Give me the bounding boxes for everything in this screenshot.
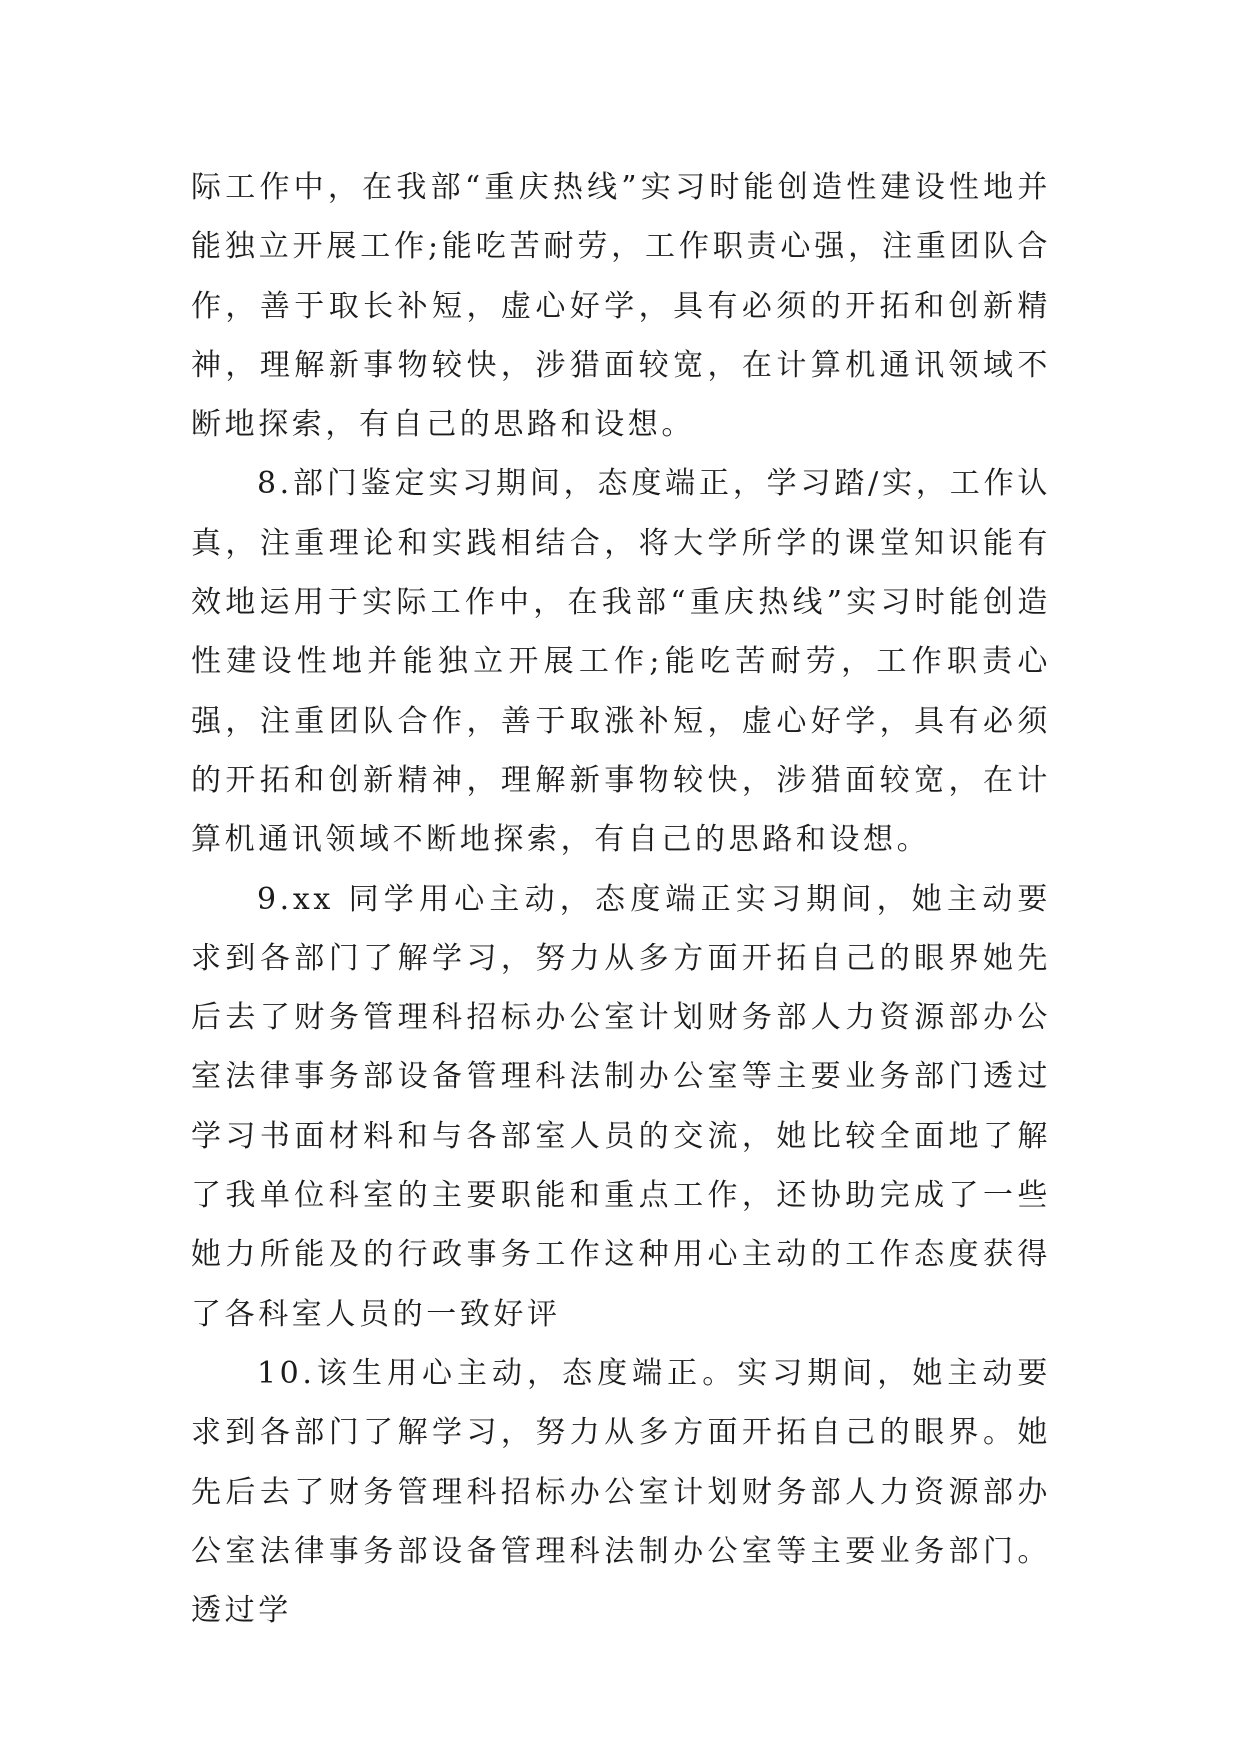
document-body: [191, 158, 1051, 1640]
paragraph-continuation: 际工作中，在我部“重庆热线”实习时能创造性建设性地并能独立开展工作;能吃苦耐劳，工作职责心强，注重团队合作，善于取长补短，虚心好学，具有必须的开拓和创新精神，理解新事物较快，涉猎面较宽，在计算机通讯领域不断地探索，有自己的思路和设想。: [191, 170, 1051, 443]
paragraph-item-9: 9.xx 同学用心主动，态度端正实习期间，她主动要求到各部门了解学习，努力从多方面开拓自己的眼界她先后去了财务管理科招标办公室计划财务部人力资源部办公室法律事务部设备管理科法制办公室等主要业务部门透过学习书面材料和与各部室人员的交流，她比较全面地了解了我单位科室的主要职能和重点工作，还协助完成了一些她力所能及的行政事务工作这种用心主动的工作态度获得了各科室人员的一致好评: [191, 881, 1051, 1332]
paragraph-item-10: 10.该生用心主动，态度端正。实习期间，她主动要求到各部门了解学习，努力从多方面开拓自己的眼界。她先后去了财务管理科招标办公室计划财务部人力资源部办公室法律事务部设备管理科法制办公室等主要业务部门。透过学: [191, 1355, 1051, 1629]
paragraph-item-8: 8.部门鉴定实习期间，态度端正，学习踏/实，工作认真，注重理论和实践相结合，将大学所学的课堂知识能有效地运用于实际工作中，在我部“重庆热线”实习时能创造性建设性地并能独立开展工作;能吃苦耐劳，工作职责心强，注重团队合作，善于取涨补短，虚心好学，具有必须的开拓和创新精神，理解新事物较快，涉猎面较宽，在计算机通讯领域不断地探索，有自己的思路和设想。: [191, 466, 1051, 858]
